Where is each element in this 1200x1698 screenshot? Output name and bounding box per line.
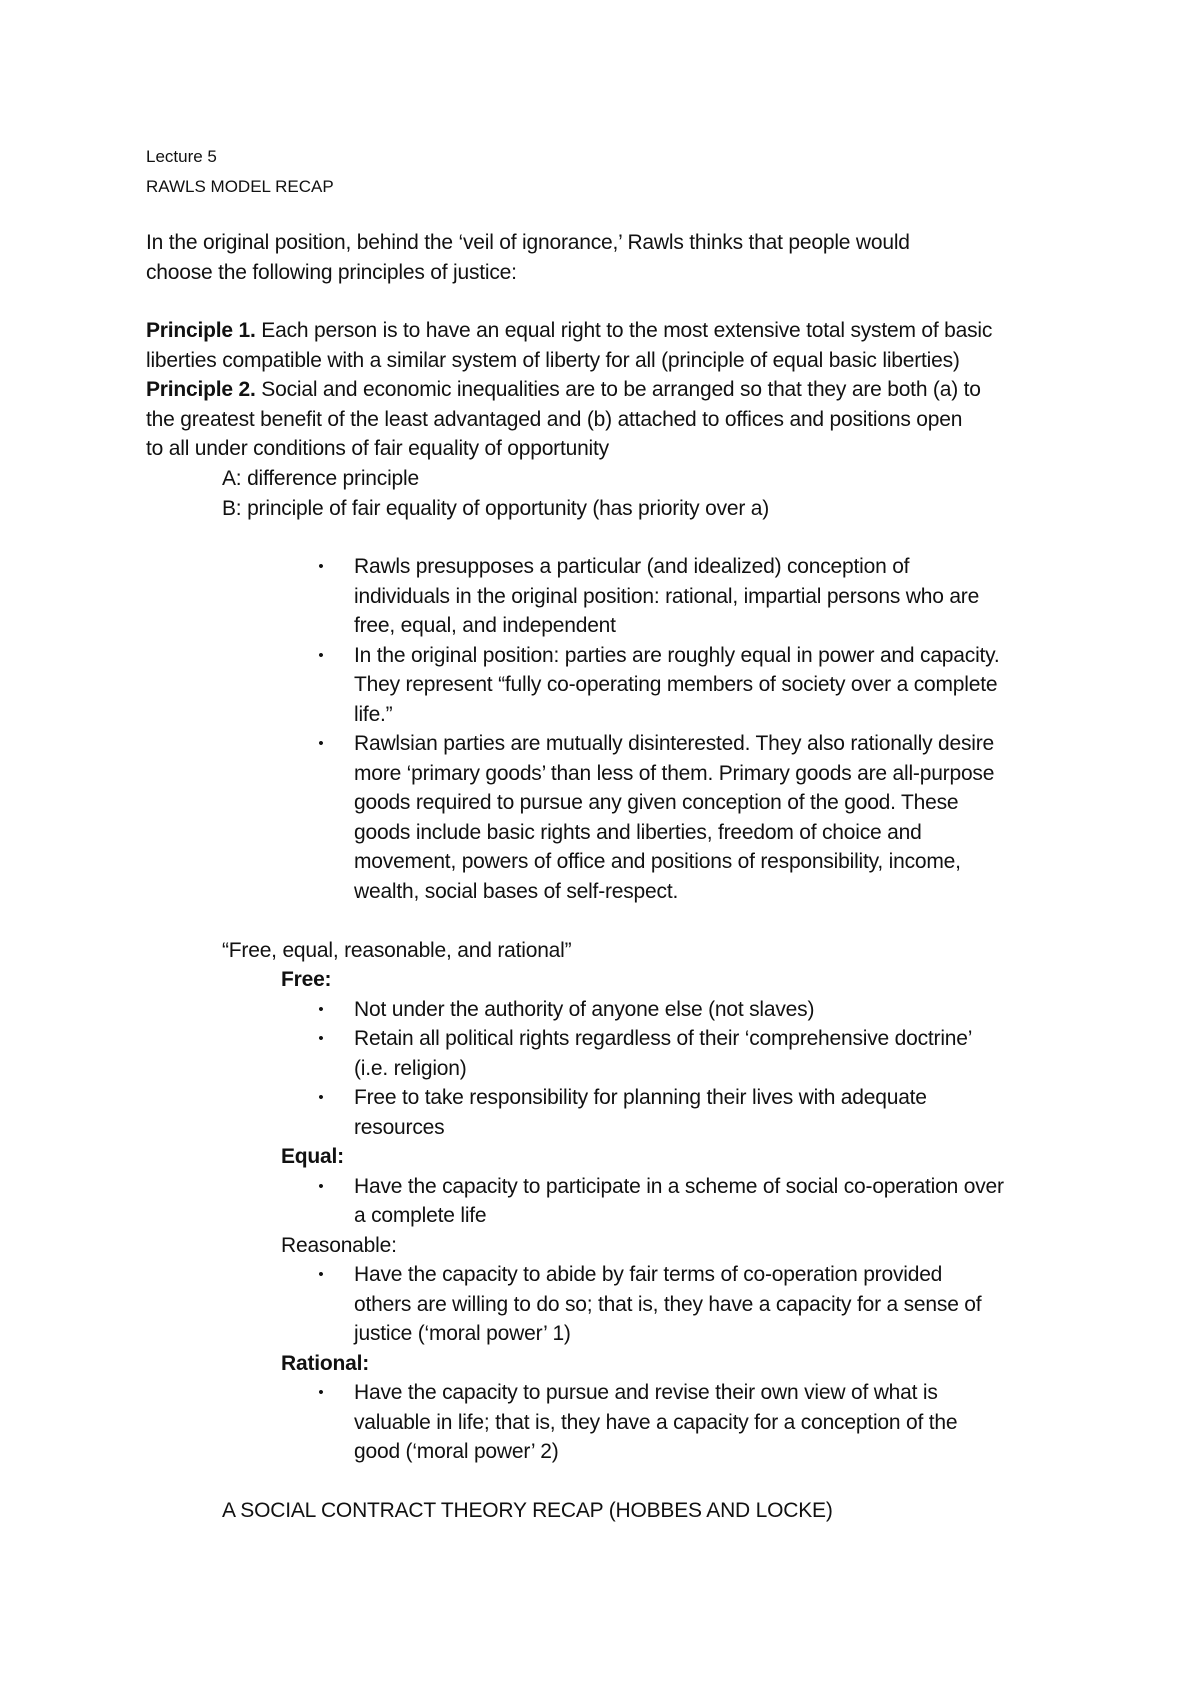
bullet-text: They represent “fully co-operating members of society over a complete xyxy=(354,673,998,696)
bullet-text: Rawlsian parties are mutually disinterested. They also rationally desire xyxy=(354,732,995,755)
bullet-icon: • xyxy=(318,1001,324,1018)
principle-2-line: to all under conditions of fair equality of opportunity xyxy=(146,437,609,460)
bullet-icon: • xyxy=(318,735,324,752)
bullet-icon: • xyxy=(318,1089,324,1106)
bullet-text: others are willing to do so; that is, they have a capacity for a sense of xyxy=(354,1293,982,1316)
bullet-icon: • xyxy=(318,558,324,575)
principle-1-line: liberties compatible with a similar system of liberty for all (principle of equal basic liberties) xyxy=(146,349,960,372)
principle-1-line: Principle 1. Each person is to have an equal right to the most extensive total system of basic xyxy=(146,319,993,342)
bullet-text: a complete life xyxy=(354,1204,487,1227)
bullet-icon: • xyxy=(318,647,324,664)
bullet-text: In the original position: parties are roughly equal in power and capacity. xyxy=(354,644,1000,667)
bullet-text: (i.e. religion) xyxy=(354,1057,467,1080)
bullet-text: Have the capacity to pursue and revise their own view of what is xyxy=(354,1381,938,1404)
bullet-text: Not under the authority of anyone else (not slaves) xyxy=(354,998,815,1021)
bullet-text: goods required to pursue any given conception of the good. These xyxy=(354,791,959,814)
equal-label: Equal: xyxy=(281,1145,344,1168)
bullet-text: movement, powers of office and positions of responsibility, income, xyxy=(354,850,961,873)
bullet-text: Have the capacity to participate in a scheme of social co-operation over xyxy=(354,1175,1004,1198)
bullet-icon: • xyxy=(318,1266,324,1283)
bullet-text: individuals in the original position: rational, impartial persons who are xyxy=(354,585,980,608)
bullet-icon: • xyxy=(318,1384,324,1401)
bullet-text: more ‘primary goods’ than less of them. Primary goods are all-purpose xyxy=(354,762,995,785)
reasonable-label: Reasonable: xyxy=(281,1234,397,1257)
attributes-heading: “Free, equal, reasonable, and rational” xyxy=(222,939,572,962)
bullet-text: wealth, social bases of self-respect. xyxy=(354,880,679,903)
intro-line: choose the following principles of justice: xyxy=(146,261,517,284)
section-subtitle: RAWLS MODEL RECAP xyxy=(146,177,334,196)
bullet-icon: • xyxy=(318,1178,324,1195)
bullet-text: Free to take responsibility for planning their lives with adequate xyxy=(354,1086,927,1109)
bullet-text: Have the capacity to abide by fair terms of co-operation provided xyxy=(354,1263,943,1286)
bullet-text: free, equal, and independent xyxy=(354,614,616,637)
bullet-text: Rawls presupposes a particular (and idealized) conception of xyxy=(354,555,910,578)
principle-2-label: Principle 2. xyxy=(146,378,256,401)
bullet-text: valuable in life; that is, they have a capacity for a conception of the xyxy=(354,1411,958,1434)
principle-2-line: the greatest benefit of the least advantaged and (b) attached to offices and positions open xyxy=(146,408,963,431)
fair-equality-principle: B: principle of fair equality of opportunity (has priority over a) xyxy=(222,497,770,520)
next-section-heading: A SOCIAL CONTRACT THEORY RECAP (HOBBES AND LOCKE) xyxy=(222,1499,833,1522)
bullet-text: resources xyxy=(354,1116,445,1139)
bullet-text: life.” xyxy=(354,703,393,726)
bullet-text: good (‘moral power’ 2) xyxy=(354,1440,559,1463)
bullet-text: Retain all political rights regardless of their ‘comprehensive doctrine’ xyxy=(354,1027,973,1050)
principle-2-line: Principle 2. Social and economic inequalities are to be arranged so that they are both (a) to xyxy=(146,378,981,401)
bullet-text: justice (‘moral power’ 1) xyxy=(354,1322,571,1345)
bullet-icon: • xyxy=(318,1030,324,1047)
rational-label: Rational: xyxy=(281,1352,370,1375)
difference-principle: A: difference principle xyxy=(222,467,419,490)
bullet-text: goods include basic rights and liberties, freedom of choice and xyxy=(354,821,922,844)
free-label: Free: xyxy=(281,968,332,991)
principle-1-label: Principle 1. xyxy=(146,319,256,342)
intro-line: In the original position, behind the ‘veil of ignorance,’ Rawls thinks that people would xyxy=(146,231,910,254)
lecture-label: Lecture 5 xyxy=(146,147,217,166)
